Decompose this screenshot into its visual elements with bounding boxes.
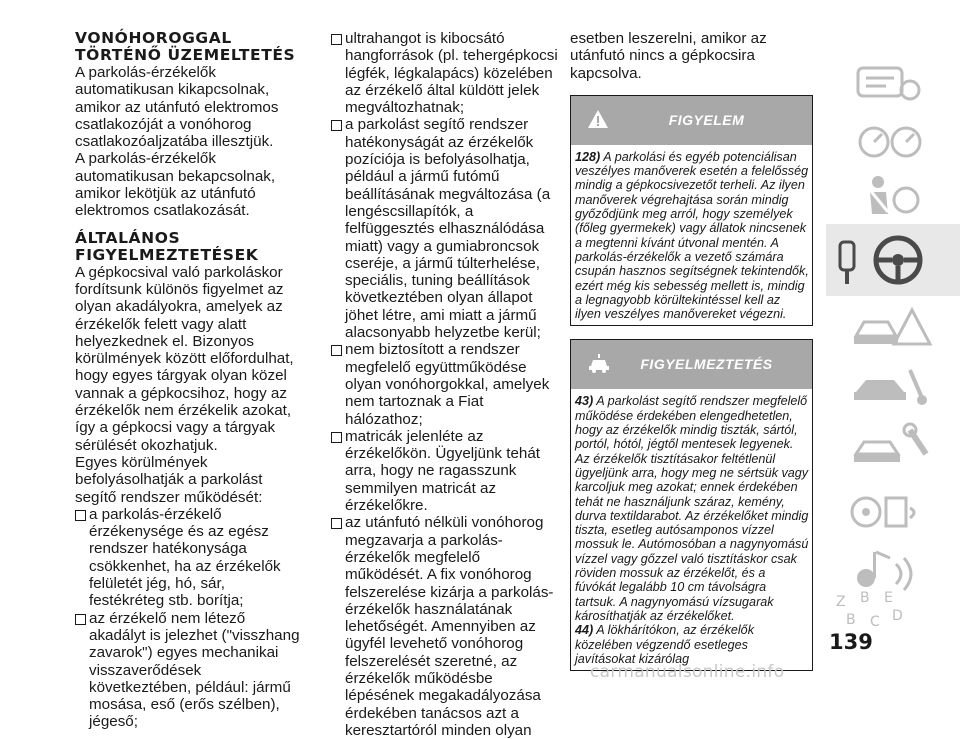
warning-triangle-icon bbox=[587, 108, 609, 134]
sidebar-tab-emergency[interactable] bbox=[826, 296, 960, 360]
bullet-item: a parkolást segítő rendszer hatékonyságát az érzékelők pozíciója is befolyásolhatja, például a jármű futómű beállításának megváltozása (a lengéscsillapítók, a felfüggesztés elhasználódása miatt) vagy a gumiabroncsok cseréje, a jármű túlterhelése, speciális, tuning beállítások következtében olyan állapot jöhet létre, ami miatt a jármű alacsonyabb helyzetbe kerül; bbox=[331, 116, 561, 341]
bullet-item: az érzékelő nem létező akadályt is jelezhet ("visszhang zavarok") egyes mechanikai visszaverődések következtében, például: jármű mosása, eső (erős szélben), jégeső; bbox=[75, 610, 300, 731]
wrench-car-icon bbox=[826, 414, 960, 478]
section-heading-general-warnings: ÁLTALÁNOS FIGYELMEZTETÉSEK bbox=[75, 228, 259, 264]
paragraph: A parkolás-érzékelők automatikusan bekapcsolnak, amikor lekötjük az utánfutó elektromos csatlakozását. bbox=[75, 150, 276, 220]
svg-text:Z: Z bbox=[836, 594, 846, 610]
checkbox-bullet-icon bbox=[331, 518, 342, 529]
svg-text:B: B bbox=[860, 590, 870, 606]
fan-engine-icon bbox=[826, 478, 960, 542]
sidebar-tab-starting-driving[interactable] bbox=[826, 224, 960, 296]
column-3 bbox=[570, 30, 813, 671]
paragraph: Egyes körülmények befolyásolhatják a parkolást segítő rendszer működését: bbox=[75, 453, 263, 506]
chapter-sidebar bbox=[826, 50, 960, 628]
section-heading-towing: VONÓHOROGGAL TÖRTÉNŐ ÜZEMELTETÉS bbox=[75, 29, 296, 64]
sidebar-tab-wheel-change[interactable] bbox=[826, 356, 960, 420]
caution-box bbox=[570, 339, 813, 671]
car-crash-warning-icon bbox=[826, 296, 960, 360]
watermark: carmanualsonline.info bbox=[590, 662, 785, 682]
svg-text:B: B bbox=[846, 612, 856, 628]
seatbelt-airbag-icon bbox=[826, 166, 960, 230]
checkbox-bullet-icon bbox=[331, 34, 342, 45]
index-alphabet-icon bbox=[826, 590, 960, 628]
steering-wheel-key-icon bbox=[826, 224, 960, 296]
checkbox-bullet-icon bbox=[331, 432, 342, 443]
warning-title: FIGYELEM bbox=[668, 111, 745, 128]
checkbox-bullet-icon bbox=[75, 614, 86, 625]
bullet-item: matricák jelenléte az érzékelőkön. Ügyeljünk tehát arra, hogy ne ragasszunk semmilyen matricát az érzékelőkre. bbox=[331, 428, 561, 514]
paragraph: A gépkocsival való parkoláskor fordítsunk különös figyelmet az olyan akadályokra, amelyek az érzékelők felett vagy alatt helyezkednek el. Bizonyos körülmények között előfordulhat, hogy egyes tárgyak olyan közel vannak a gépkocsihoz, hogy az érzékelők nem érzékelik azokat, így a gépkocsi vagy a tárgyak sérülését okozhatjuk. bbox=[75, 263, 294, 454]
sidebar-tab-index[interactable] bbox=[826, 590, 960, 628]
car-caution-icon bbox=[587, 352, 611, 378]
bullet-item: az utánfutó nélküli vonóhorog megzavarja a parkolás-érzékelők megfelelő működését. A fix vonóhorog felszerelése kizárja a parkolás-érzékelők használatának lehetőségét. Amennyiben az ügyfél levehető vonóhorog felszerelését szeretné, az érzékelők működésbe lépésének megakadályozása érdekében tanácsos azt a keresztartóról minden olyan bbox=[331, 514, 561, 739]
sidebar-tab-technical-data[interactable] bbox=[826, 478, 960, 542]
caution-text: 43) A parkolást segítő rendszer megfelelő működése érdekében elengedhetetlen, hogy az érzékelők mindig tiszták, sártól, portól, hótól, jégtől mentesek legyenek. Az érzékelők tisztításakor feltétlenül ügyeljünk arra, hogy meg ne sértsük vagy karcoljuk meg azokat; ennek érdekében tehát ne használjunk száraz, kemény, durva textildarabot. Az érzékelőket mindig tiszta, esetleg autósamponos vízzel mossuk le. Autómosóban a nagynyomású vízzel vagy gőzzel való tisztításkor csak röviden mossuk az érzékelőt, és a fúvókát legalább 10 cm távolságra tartsuk. A nagynyomású vízsugarak károsíthatják az érzékelőket. 44) A lökhárítókon, az érzékelők közelében végzendő esetleges javításokat kizárólag bbox=[575, 394, 809, 666]
column-2 bbox=[331, 30, 561, 739]
page-number: 139 bbox=[829, 630, 873, 654]
bullet-item: a parkolás-érzékelő érzékenysége és az egész rendszer hatékonysága csökkenhet, ha az érzékelők felületét jég, hó, sár, festékréteg stb. borítja; bbox=[75, 506, 300, 610]
caution-title: FIGYELMEZTETÉS bbox=[640, 356, 773, 373]
sidebar-tab-dashboard[interactable] bbox=[826, 108, 960, 172]
dashboard-gauges-icon bbox=[826, 108, 960, 172]
svg-text:E: E bbox=[884, 590, 893, 606]
caution-box-header bbox=[571, 340, 812, 389]
svg-text:D: D bbox=[892, 608, 903, 624]
bullet-item: nem biztosított a rendszer megfelelő együttműködése olyan vonóhorgokkal, amelyek nem tartoznak a Fiat hálózathoz; bbox=[331, 341, 561, 427]
sidebar-tab-maintenance[interactable] bbox=[826, 414, 960, 478]
checkbox-bullet-icon bbox=[75, 510, 86, 521]
warning-box-header bbox=[571, 96, 812, 145]
svg-text:C: C bbox=[870, 614, 880, 628]
paragraph: A parkolás-érzékelők automatikusan kikapcsolnak, amikor az utánfutó elektromos csatlakozóját a vonóhorog csatlakozóaljzatába illesztjük. bbox=[75, 64, 279, 151]
checkbox-bullet-icon bbox=[331, 120, 342, 131]
paragraph: esetben leszerelni, amikor az utánfutó nincs a gépkocsira kapcsolva. bbox=[570, 30, 767, 82]
checkbox-bullet-icon bbox=[331, 345, 342, 356]
warning-text: 128) A parkolási és egyéb potenciálisan veszélyes manőverek esetén a felelősség mindig a gépkocsivezetőt terheli. Az ilyen manőverek végrehajtása során mindig győződjünk meg arról, hogy személyek (főleg gyermekek) vagy állatok nincsenek a megtenni kívánt útvonal mentén. A parkolás-érzékelők a vezető számára csupán hasznos segítségnek tekintendők, ezért még kis sebesség mellett is, mindig a legnagyobb körültekintéssel kell az ilyen veszélyes manővereket végezni. bbox=[575, 149, 809, 322]
sidebar-tab-car-info[interactable] bbox=[826, 50, 960, 114]
car-info-icon bbox=[826, 50, 960, 114]
bullet-item: ultrahangot is kibocsátó hangforrások (pl. tehergépkocsi légfék, légkalapács) közelében az érzékelő által küldött jelek megváltozhatnak; bbox=[331, 30, 561, 116]
column-1 bbox=[75, 30, 300, 731]
sidebar-tab-safety[interactable] bbox=[826, 166, 960, 230]
car-jack-tools-icon bbox=[826, 356, 960, 420]
warning-box bbox=[570, 95, 813, 327]
